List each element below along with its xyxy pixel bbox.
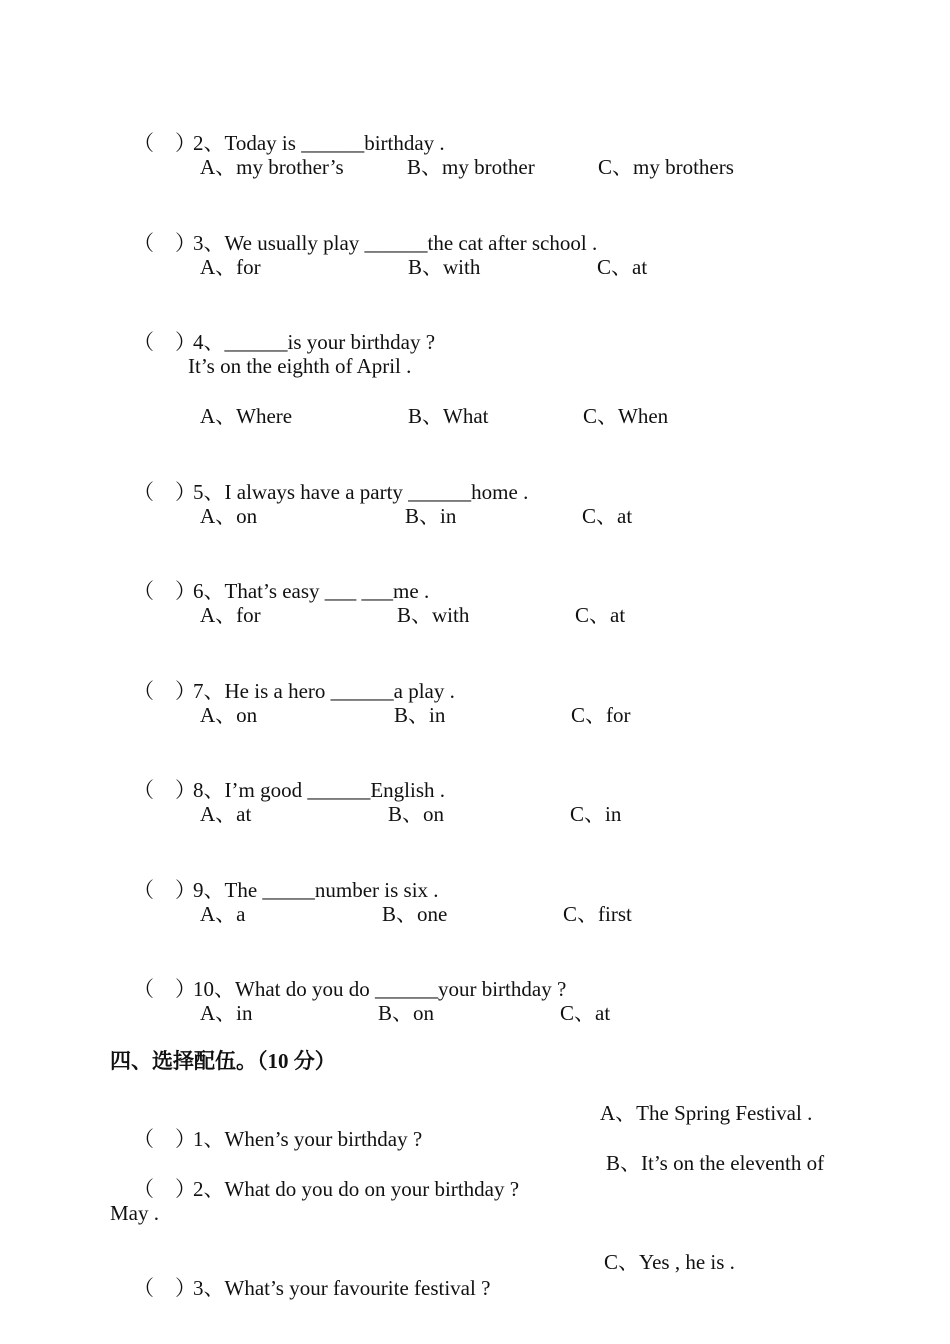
question-text: The _____number is six .: [224, 878, 439, 902]
option-c: C、first: [563, 902, 632, 926]
answer-bracket[interactable]: （ ）: [133, 977, 196, 1001]
question-text: He is a hero ______a play .: [224, 679, 455, 703]
answer-bracket[interactable]: （ ）: [133, 330, 196, 354]
question-number: 1、: [193, 1127, 225, 1151]
match-option-b: B、It’s on the eleventh of: [606, 1151, 825, 1175]
answer-bracket[interactable]: （ ）: [133, 679, 196, 703]
question-number: 2、: [193, 1177, 225, 1201]
option-b: B、on: [378, 1001, 435, 1025]
answer-bracket[interactable]: （ ）: [133, 1276, 196, 1300]
option-a: A、my brother’s: [200, 155, 344, 179]
question-10: [112, 950, 566, 1028]
option-a: A、for: [200, 255, 261, 279]
option-b: B、one: [382, 902, 448, 926]
option-c: C、at: [560, 1001, 611, 1025]
question-6: [112, 552, 429, 630]
answer-bracket[interactable]: （ ）: [133, 579, 196, 603]
question-number: 5、: [193, 480, 225, 504]
option-c: C、at: [575, 603, 626, 627]
match-option-c: C、Yes , he is .: [604, 1250, 735, 1274]
option-a: A、in: [200, 1001, 253, 1025]
option-b: B、in: [405, 504, 457, 528]
section-4-heading: 四、选择配伍。（10 分）: [110, 1049, 336, 1073]
question-text: What’s your favourite festival ?: [224, 1276, 491, 1300]
question-text: I’m good ______English .: [224, 778, 445, 802]
answer-bracket[interactable]: （ ）: [133, 480, 196, 504]
answer-bracket[interactable]: （ ）: [133, 231, 196, 255]
option-c: C、at: [597, 255, 648, 279]
match-option-a: A、The Spring Festival .: [600, 1101, 813, 1125]
match-question-3: [112, 1249, 490, 1327]
question-number: 9、: [193, 878, 225, 902]
question-number: 3、: [193, 1276, 225, 1300]
option-a: A、at: [200, 802, 252, 826]
answer-bracket[interactable]: （ ）: [133, 131, 196, 155]
question-text: When’s your birthday ?: [224, 1127, 423, 1151]
option-c: C、in: [570, 802, 622, 826]
question-number: 8、: [193, 778, 225, 802]
option-b: B、with: [408, 255, 481, 279]
option-a: A、Where: [200, 404, 293, 428]
option-b: B、in: [394, 703, 446, 727]
answer-bracket[interactable]: （ ）: [133, 878, 196, 902]
question-text: What do you do ______your birthday ?: [235, 977, 567, 1001]
answer-bracket[interactable]: （ ）: [133, 1127, 196, 1151]
question-5: [112, 453, 528, 531]
question-text: I always have a party ______home .: [224, 480, 529, 504]
answer-bracket[interactable]: （ ）: [133, 1177, 196, 1201]
option-c: C、for: [571, 703, 631, 727]
question-text: Today is ______birthday .: [224, 131, 445, 155]
option-b: B、on: [388, 802, 445, 826]
question-text: We usually play ______the cat after school .: [224, 231, 598, 255]
question-number: 6、: [193, 579, 225, 603]
option-a: A、on: [200, 703, 258, 727]
question-number: 10、: [193, 977, 235, 1001]
option-c: C、my brothers: [598, 155, 734, 179]
match-option-b-wrap: May .: [110, 1201, 159, 1225]
answer-bracket[interactable]: （ ）: [133, 778, 196, 802]
question-text: That’s easy ___ ___me .: [224, 579, 430, 603]
option-b: B、my brother: [407, 155, 535, 179]
question-text: What do you do on your birthday ?: [224, 1177, 520, 1201]
option-c: C、at: [582, 504, 633, 528]
option-b: B、with: [397, 603, 470, 627]
question-number: 2、: [193, 131, 225, 155]
option-a: A、for: [200, 603, 261, 627]
question-text: ______is your birthday ?: [224, 330, 436, 354]
option-a: A、on: [200, 504, 258, 528]
option-a: A、a: [200, 902, 246, 926]
match-question-2: [112, 1150, 519, 1228]
question-number: 3、: [193, 231, 225, 255]
question-3: [112, 204, 597, 282]
question-number: 4、: [193, 330, 225, 354]
option-b: B、What: [408, 404, 489, 428]
option-c: C、When: [583, 404, 669, 428]
question-number: 7、: [193, 679, 225, 703]
dialogue-answer: It’s on the eighth of April .: [188, 354, 412, 378]
